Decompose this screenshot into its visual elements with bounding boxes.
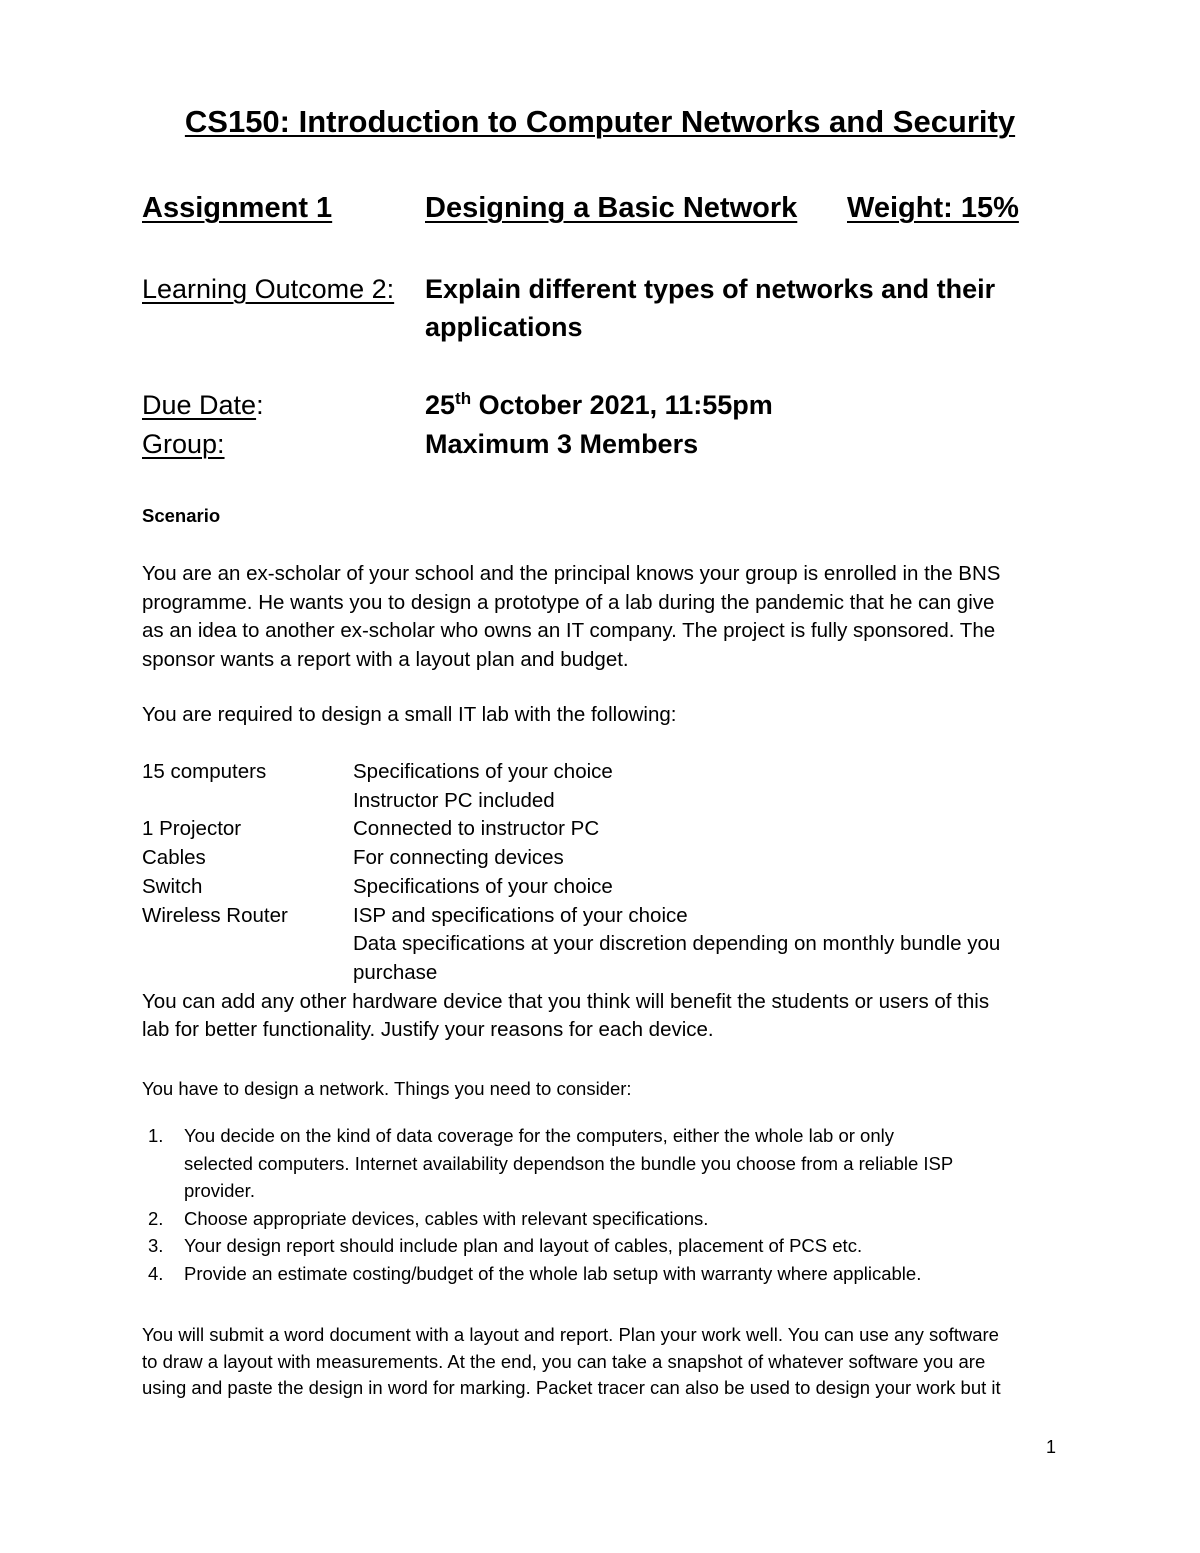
consideration-line: provider. <box>184 1180 255 1201</box>
group-value: Maximum 3 Members <box>425 429 699 459</box>
consideration-item <box>148 1260 953 1288</box>
requirement-desc: Data specifications at your discretion depending on monthly bundle you <box>353 932 1001 956</box>
consideration-line: selected computers. Internet availability dependson the bundle you choose from a reliable ISP <box>184 1152 954 1174</box>
requirement-desc: For connecting devices <box>353 846 564 870</box>
submission-line: You will submit a word document with a layout and report. Plan your work well. You can use any software <box>142 1324 999 1345</box>
requirement-row <box>142 758 1073 787</box>
due-date-day: 25 <box>425 390 456 420</box>
due-date-day-suffix: th <box>455 389 472 408</box>
consideration-item <box>148 1122 954 1205</box>
due-date-label-word: Due Date <box>142 390 257 420</box>
requirement-item <box>142 930 353 959</box>
design-intro: You have to design a network. Things you need to consider: <box>142 1078 632 1099</box>
learning-outcome-label: Learning Outcome 2: <box>142 274 395 304</box>
consideration-number: 4. <box>148 1262 164 1284</box>
requirement-item: 15 computers <box>142 760 267 783</box>
requirement-row <box>142 930 1073 959</box>
requirement-row <box>142 787 1073 816</box>
requirement-desc: ISP and specifications of your choice <box>353 903 688 927</box>
assignment-weight: Weight: 15% <box>847 192 1019 224</box>
assignment-label: Assignment 1 <box>142 192 333 224</box>
requirement-desc: Specifications of your choice <box>353 874 613 898</box>
due-date-value <box>425 390 773 421</box>
consideration-item <box>148 1232 953 1260</box>
requirement-item: 1 Projector <box>142 817 242 841</box>
requirements-table <box>142 758 1073 1045</box>
requirement-row <box>142 844 1073 873</box>
consideration-line: You decide on the kind of data coverage for the computers, either the whole lab or only <box>184 1125 894 1146</box>
consideration-line: Your design report should include plan and layout of cables, placement of PCS etc. <box>184 1235 863 1256</box>
scenario-line: programme. He wants you to design a prototype of a lab during the pandemic that he can give <box>142 590 995 614</box>
requirement-desc: Connected to instructor PC <box>353 817 600 841</box>
requirement-row <box>142 815 1073 844</box>
requirement-row <box>142 902 1073 931</box>
requirement-desc: purchase <box>353 960 438 984</box>
additional-line: lab for better functionality. Justify your reasons for each device. <box>142 1018 714 1042</box>
requirement-desc: Instructor PC included <box>353 788 555 812</box>
requirement-item: Cables <box>142 846 206 870</box>
scenario-line: You are an ex-scholar of your school and the principal knows your group is enrolled in the BNS <box>142 562 1001 585</box>
document-title <box>0 104 1200 140</box>
additional-line: You can add any other hardware device that you think will benefit the students or users of this <box>142 989 990 1013</box>
learning-outcome-text-line1: Explain different types of networks and their <box>425 274 996 304</box>
assignment-name: Designing a Basic Network <box>425 192 798 224</box>
learning-outcome-text-line2: applications <box>425 312 583 342</box>
consideration-number: 3. <box>148 1235 164 1256</box>
consideration-item <box>148 1205 953 1233</box>
scenario-paragraph <box>142 560 1062 675</box>
scenario-line: sponsor wants a report with a layout plan and budget. <box>142 648 629 672</box>
requirement-item <box>142 787 353 816</box>
submission-paragraph <box>142 1322 1001 1402</box>
scenario-heading: Scenario <box>142 505 221 526</box>
due-date-rest: October 2021, 11:55pm <box>471 390 773 420</box>
requirement-item: Wireless Router <box>142 903 288 927</box>
consideration-number: 1. <box>148 1125 164 1146</box>
requirement-row <box>142 873 1073 902</box>
consideration-line: Provide an estimate costing/budget of the whole lab setup with warranty where applicable. <box>184 1262 922 1284</box>
requirement-desc: Specifications of your choice <box>353 760 613 783</box>
consideration-number: 2. <box>148 1207 164 1229</box>
additional-devices-paragraph <box>142 988 1073 1045</box>
due-date-label <box>142 390 264 421</box>
group-label: Group: <box>142 429 225 459</box>
scenario-line: as an idea to another ex-scholar who owns an IT company. The project is fully sponsored. The <box>142 619 996 643</box>
requirements-intro-text: You are required to design a small IT lab with the following: <box>142 703 677 726</box>
requirement-item <box>142 959 353 988</box>
document-title-text: CS150: Introduction to Computer Networks and Security <box>184 104 1016 139</box>
page-number: 1 <box>1046 1437 1057 1457</box>
submission-line: using and paste the design in word for marking. Packet tracer can also be used to design your work but it <box>142 1377 1001 1398</box>
considerations-list <box>148 1122 954 1287</box>
requirements-intro <box>142 701 1062 730</box>
due-date-label-colon: : <box>256 390 264 420</box>
submission-line: to draw a layout with measurements. At the end, you can take a snapshot of whatever software you are <box>142 1350 986 1372</box>
requirement-row <box>142 959 1073 988</box>
requirement-item: Switch <box>142 874 203 898</box>
consideration-line: Choose appropriate devices, cables with relevant specifications. <box>184 1207 709 1229</box>
